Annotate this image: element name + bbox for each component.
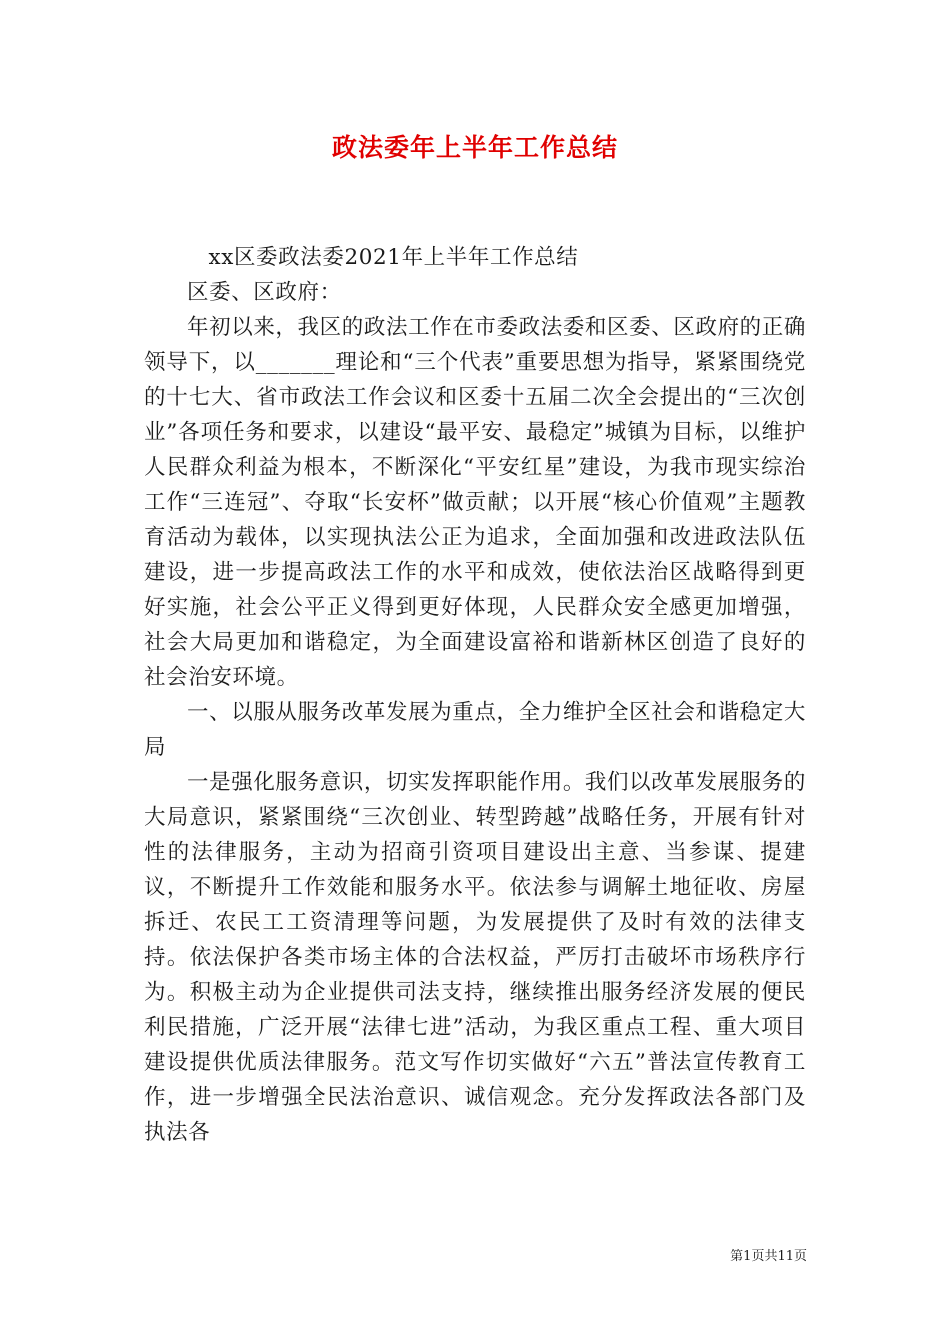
document-subtitle: xx区委政法委2021年上半年工作总结 [208,245,579,270]
salutation: 区委、区政府： [187,280,342,305]
document-title: 政法委年上半年工作总结 [331,133,618,162]
document-body [144,240,806,1150]
page-indicator: 第1页共11页 [730,1249,807,1264]
section-heading: 一、以服从服务改革发展为重点，全力维护全区社会和谐稳定大局 [144,700,806,760]
paragraph-section-one: 一是强化服务意识，切实发挥职能作用。我们以改革发展服务的大局意识，紧紧围绕“三次创业、转型跨越”战略任务，开展有针对性的法律服务，主动为招商引资项目建设出主意、当参谋、提建议，不断提升工作效能和服务水平。依法参与调解土地征收、房屋拆迁、农民工工资清理等问题，为发展提供了及时有效的法律支持。依法保护各类市场主体的合法权益，严厉打击破坏市场秩序行为。积极主动为企业提供司法支持，继续推出服务经济发展的便民利民措施，广泛开展“法律七进”活动，为我区重点工程、重大项目建设提供优质法律服务。范文写作切实做好“六五”普法宣传教育工作，进一步增强全民法治意识、诚信观念。充分发挥政法各部门及执法各 [144,770,806,1145]
paragraph-intro: 年初以来，我区的政法工作在市委政法委和区委、区政府的正确领导下，以_______理论和“三个代表”重要思想为指导，紧紧围绕党的十七大、省市政法工作会议和区委十五届二次全会提出的“三次创业”各项任务和要求，以建设“最平安、最稳定”城镇为目标，以维护人民群众利益为根本，不断深化“平安红星”建设，为我市现实综治工作“三连冠”、夺取“长安杯”做贡献；以开展“核心价值观”主题教育活动为载体，以实现执法公正为追求，全面加强和改进政法队伍建设，进一步提高政法工作的水平和成效，使依法治区战略得到更好实施，社会公平正义得到更好体现，人民群众安全感更加增强，社会大局更加和谐稳定，为全面建设富裕和谐新林区创造了良好的社会治安环境。 [144,315,806,690]
